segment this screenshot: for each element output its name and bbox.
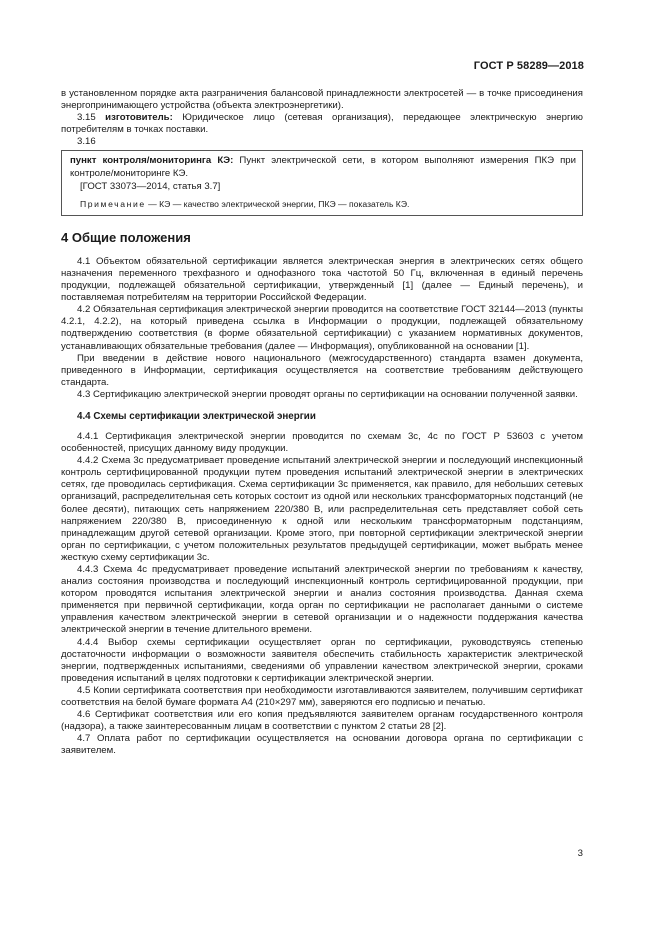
paragraph-3-14-continuation: в установленном порядке акта разграничения балансовой принадлежности электросетей — в точке присоединения энергопринимающего устройства (объекта электроэнергетики).	[61, 88, 583, 112]
term-definition-box	[61, 150, 583, 215]
section-title-4-4: 4.4 Схемы сертификации электрической энергии	[77, 410, 316, 422]
term-definition: Пункт электрической сети, в котором выполняют измерения ПКЭ при контроле/мониторинге КЭ.	[70, 155, 576, 179]
term-reference: [ГОСТ 33073—2014, статья 3.7]	[80, 180, 221, 192]
clause-number: 3.15	[77, 112, 106, 124]
term-definition: Юридическое лицо (сетевая организация), передающее электрическую энергию потребителям в точках поставки.	[61, 112, 584, 136]
paragraph-4-4-1: 4.4.1 Сертификация электрической энергии проводится по схемам 3с, 4с по ГОСТ Р 53603 с учетом особенностей, присущих данному виду продукции.	[61, 430, 583, 455]
paragraph-3-15	[61, 112, 583, 136]
document-code: ГОСТ Р 58289—2018	[473, 60, 584, 72]
paragraph-4-6: 4.6 Сертификат соответствия или его копия предъявляются заявителем органам государственного контроля (надзора), а также заинтересованным лицам в соответствии с пунктом 2 статьи 28 [2].	[61, 709, 583, 733]
paragraph-4-1: 4.1 Объектом обязательной сертификации является электрическая энергия в электрических сетях общего назначения переменного трехфазного и однофазного тока частотой 50 Гц, включенная в единый перечень продукции, подлежащей обязательной сертификации, утвержденный [1] (далее — Единый перечень), и поставляемая потребителям на территории Российской Федерации.	[61, 255, 583, 304]
paragraph-4-7: 4.7 Оплата работ по сертификации осуществляется на основании договора органа по сертификации с заявителем.	[61, 733, 583, 757]
term-manufacturer: изготовитель:	[105, 112, 173, 124]
page-number: 3	[577, 848, 583, 859]
paragraph-4-5: 4.5 Копии сертификата соответствия при необходимости изготавливаются заявителем, получившим сертификат соответствия на белой бумаге формата А4 (210×297 мм), заверяются его подписью и печатью.	[61, 684, 583, 709]
section-title-4: 4 Общие положения	[61, 229, 191, 245]
paragraph-4-4-2: 4.4.2 Схема 3с предусматривает проведение испытаний электрической энергии и последующий инспекционный контроль сертифицированной продукции путем проведения испытаний электрической энергии в электрических сетях, где проводилась сертификация. Схема сертификации 3с применяется, как правило, для небольших сетевых организаций, распределительная сеть которых состоит из одной или нескольких трансформаторных подстанций (не более десяти), питающих сеть напряжением 220/380 В, или распределительная сеть представляет собой сеть напряжением 220/380 В, присоединенную к одной или нескольким трансформаторным подстанциям, принадлежащим другой сетевой организации. Кроме этого, при повторной сертификации электрической энергии орган по сертификации, с учетом положительных результатов предыдущей сертификации, может выбрать менее жесткую схему сертификации 3с.	[61, 455, 583, 563]
term-name: пункт контроля/мониторинга КЭ:	[70, 155, 234, 167]
paragraph-4-4-3: 4.4.3 Схема 4с предусматривает проведение испытаний электрической энергии по требованиям к качеству, анализ состояния производства и последующий инспекционный контроль сертифицированной продукции, при котором проводятся испытания электрической энергии и анализ состояния производства. Данная схема применяется при первичной сертификации, когда орган по сертификации не располагает данными о системе управления качеством электрической энергии в сетевой организации и о надежности поддержания качества электрической энергии в течение длительного времени.	[61, 564, 583, 636]
paragraph-4-3: 4.3 Сертификацию электрической энергии проводят органы по сертификации на основании полученной заявки.	[77, 388, 578, 400]
paragraph-4-2-continued: При введении в действие нового национального (межгосударственного) стандарта взамен документа, приведенного в Информации, сертификация осуществляется на соответствие требованиям действующего стандарта.	[61, 352, 583, 388]
clause-3-16-number: 3.16	[77, 136, 96, 148]
paragraph-4-2: 4.2 Обязательная сертификация электрической энергии проводится на соответствие ГОСТ 32144—2013 (пункты 4.2.1, 4.2.2), на который приведена ссылка в Информации о продукции, подлежащей обязательному подтверждению соответствия (в форме обязательной сертификации) с указанием нормативных документов, устанавливающих обязательные требования (далее — Информация), опубликованной на основании [1].	[61, 304, 583, 352]
note-text: — КЭ — качество электрической энергии, ПКЭ — показатель КЭ.	[145, 198, 410, 209]
paragraph-4-4-4: 4.4.4 Выбор схемы сертификации осуществляет орган по сертификации, руководствуясь степенью достаточности информации о возможности заявителя обеспечить стабильность характеристик электрической энергии, подтвержденных испытаниями, сведениями об управлении качеством электрической энергии, сроками проведения испытаний в целях подготовки к сертификации электрической энергии.	[61, 636, 583, 684]
term-note	[70, 198, 576, 210]
term-control-point	[70, 155, 576, 179]
page-content	[61, 88, 583, 758]
note-label: Примечание	[80, 198, 146, 209]
